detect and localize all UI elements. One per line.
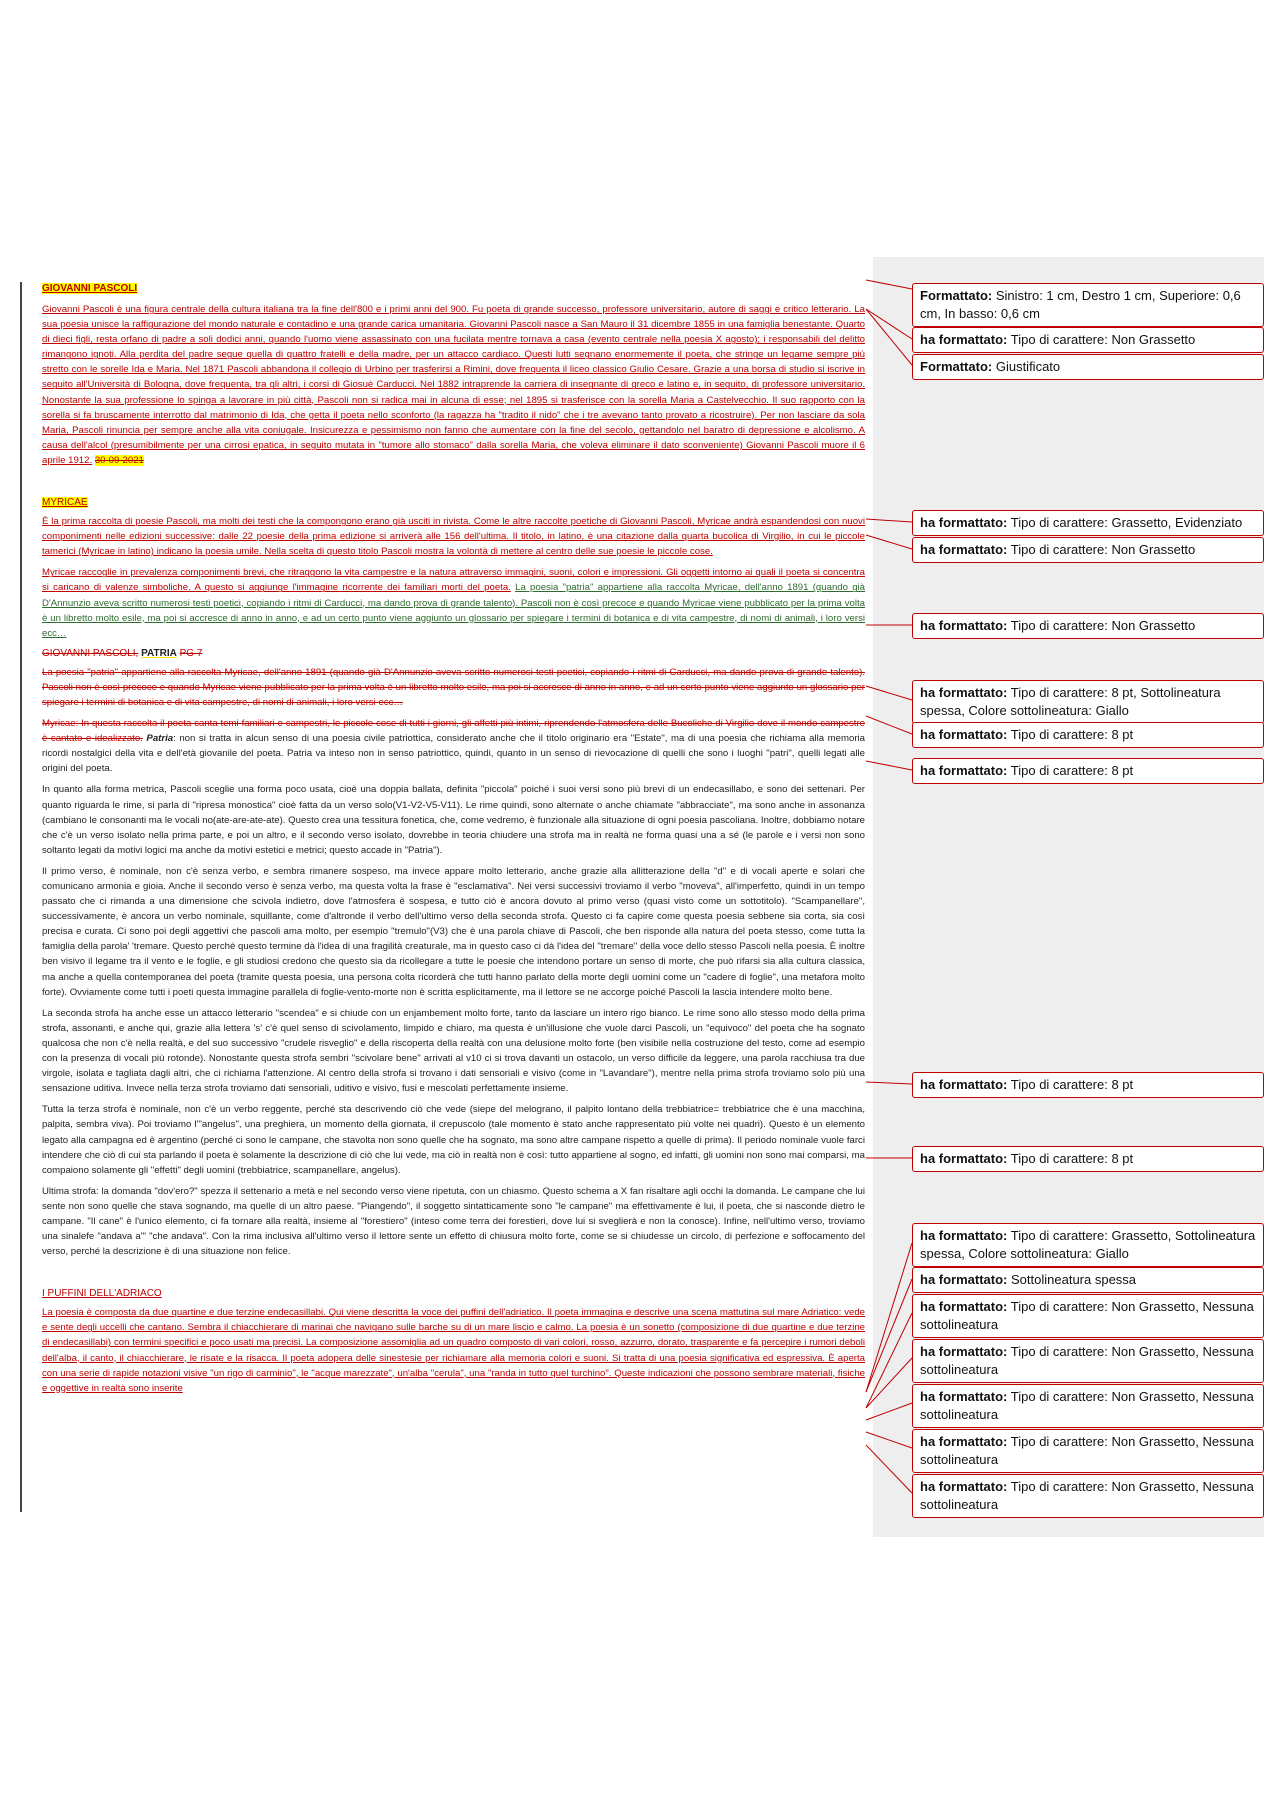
heading-myricae: MYRICAE: [42, 497, 88, 509]
format-balloon[interactable]: ha formattato: Tipo di carattere: 8 pt: [912, 1146, 1264, 1172]
bio-paragraph: Giovanni Pascoli è una figura centrale della cultura italiana tra la fine dell'800 e i primi anni del 900. Fu poeta di grande successo, professore universitario, autore di saggi e critico letterario. La sua poesia unisce la raffigurazione del mondo naturale e contadino e una grande carica umanitaria. Giovanni Pascoli nasce a San Mauro il 31 dicembre 1855 in una famiglia benestante. Quarto di dieci figli, resta orfano di padre a soli dodici anni, quando l'uomo viene assassinato con una fucilata mentre tornava a casa (evento centrale nella poesia X agosto); i responsabili del delitto rimangono ignoti. Alla perdita del padre segue quella di quattro fratelli e della madre, per un attacco cardiaco. Questi lutti segnano enormemente il poeta, che stringe un legame sempre più stretto con le sorelle Ida e Maria. Nel 1871 Pascoli abbandona il collegio di Urbino per trasferirsi a Rimini, dove frequenta il liceo classico Giulio Cesare. Grazie a una borsa di studio si iscrive in seguito all'Università di Bologna, dove frequenta, tra gli altri, i corsi di Giosuè Carducci. Nel 1882 intraprende la carriera di insegnante di greco e latino e, in seguito, di professore universitario. Nonostante la sua professione lo spinga a lavorare in più città, Pascoli non si radica mai in alcuna di esse; nel 1895 si trasferisce con la sorella Maria a Castelvecchio. Il suo rapporto con la sorella si fa bruscamente interrotto dal matrimonio di Ida, che getta il poeta nello sconforto (la ragazza ha "tradito il nido" che i tre avevano tanto provato a ricostruire). Per non lasciare da sola Maria, Pascoli rinuncia per sempre anche alla vita coniugale. Insicurezza e pessimismo non fanno che aumentare con la fine del secolo, gettandolo nel baratro di depressione e alcolismo. A causa dell'alcol (presumibilmente per una cirrosi epatica, in seguito mutata in "tumore allo stomaco" dalla sorella Maria, che voleva eliminare il dato sconveniente) Giovanni Pascoli muore il 6 aprile 1912. 30-09-2021: [42, 304, 865, 466]
format-balloon[interactable]: ha formattato: Tipo di carattere: Grassetto, Sottolineatura spessa, Colore sottolineatura: Giallo: [912, 1223, 1264, 1267]
myricae-paragraph-1: È la prima raccolta di poesie Pascoli, ma molti dei testi che la compongono erano già usciti in rivista. Come le altre raccolte poetiche di Giovanni Pascoli, Myricae andrà espandendosi con nuovi componimenti nelle edizioni successive: dalle 22 poesie della prima edizione si arriverà alle 156 dell'ultima. Il titolo, in latino, è una citazione dalla quarta bucolica di Virgilio, in cui le piccole tamerici (Myricae in latino) indicano la poesia umile. Nella scelta di questo titolo Pascoli mostra la volontà di mettere al centro delle sue poesie le piccole cose.: [42, 516, 865, 558]
patria-paragraph-1: Myricae: In questa raccolta il poeta canta temi familiari e campestri, le piccole cose di tutti i giorni, gli affetti più intimi, riprendendo l'atmosfera delle Bucoliche di Virgilio dove il mondo campestre è cantato e idealizzato. Patria: non si tratta in alcun senso di una poesia civile patriottica, considerato anche che il titolo originario era "Estate", ma di una poesia che richiama alla memoria ricordi nostalgici della vita e dell'età giovanile del poeta. Patria va inteso non in senso patriottico, quindi, quanto in un senso di rievocazione di quelli che sono i luoghi "patri", quelli legati alle origini del poeta.: [42, 718, 865, 775]
format-balloon[interactable]: ha formattato: Tipo di carattere: 8 pt: [912, 722, 1264, 748]
change-bar: [20, 282, 22, 1512]
patria-paragraph-3: Il primo verso, è nominale, non c'è senza verbo, e sembra rimanere sospeso, ma invece appare molto letterario, anche grazie alla allitterazione della "d" e di vocali aperte e solari che comunicano armonia e gioia. Anche il secondo verso è senza verbo, ma questa volta la frase è "esclamativa". Nei versi successivi troviamo il verbo "moveva", all'imperfetto, quindi in un tempo passato che ci rimanda a una dimensione che scivola indietro, dove l'atmosfera è sospesa, e tutto ciò è ancora dovuto al primo verso (quasi visto come un sottotitolo). "Scampanellare", successivamente, è ancora un verbo nominale, squillante, come d'altronde il verbo dell'ultimo verso della seconda strofa. Questo ci fa capire come questa poesia sebbene sia corta, sia così precisa e curata. Ci sono poi degli aggettivi che pascoli ama molto, per esempio "tremulo"(V3) che è una parola chiave di Pascoli, che ben risponde alla natura del poeta stesso, come tutta la famiglia della parola' 'tremare. Questo perché questo termine dà l'idea di una fragilità creaturale, ma in questo caso ci dà l'idea del "tremare" della voce dello stesso Pascoli nella poesia. È inoltre ben visivo il legame tra il vento e le foglie, e gli studiosi credono che questo sia da ricollegare a tutte le poesie che intendono portare un senso di morte, che può rifarsi sia alla cultura classica, ma anche a quella contemporanea del poeta (tramite questa poesia, una persona colta ricorderà che tutti hanno parlato della morte degli uomini come un "cadere di foglie", una metafora molto forte). Ovviamente come tutti i poeti questa immagine parallela di foglie-vento-morte non è scritta esplicitamente, ma il lettore se ne accorge poiché Pascoli la lascia intendere molto bene.: [42, 865, 865, 998]
format-balloon[interactable]: ha formattato: Tipo di carattere: 8 pt, Sottolineatura spessa, Colore sottolineatura: Giallo: [912, 680, 1264, 724]
document-body[interactable]: [42, 282, 865, 1402]
patria-paragraph-6: Ultima strofa: la domanda "dov'ero?" spezza il settenario a metà e nel secondo verso viene ripetuta, con un chiasmo. Questo schema a X fan risaltare agli occhi la domanda. Le campane che lui sente non sono quelle che stava sognando, ma quelle di un altro paese. "Piangendo", il soggetto sintatticamente sono "le campane" ma effettivamente è lui, il poeta, che si nasconde dietro le campane. "Il cane" è l'unico elemento, ci fa tornare alla realtà, insieme al "forestiero" (inteso come terra dei forestieri, dove lui si sveglierà e non la conosce). Infine, nell'ultimo verso, troviamo una sinalefe "andava a'" "che andava". Con la rima inclusiva all'ultimo verso il lettore sente un effetto di chiusura molto forte, come se si chiudesse un circolo, di perfezione e soffocamento del verso, perché la descrizione è di una situazione non felice.: [42, 1185, 865, 1258]
patria-deleted-paragraph-1: La poesia "patria" appartiene alla raccolta Myricae, dell'anno 1891 (quando già D'Annunzio aveva scritto numerosi testi poetici, copiando i ritmi di Carducci, ma dando prova di grande talento). Pascoli non è così precoce e quando Myricae viene pubblicato per la prima volta è un libretto molto esile, ma poi si accresce di anno in anno, e ad un certo punto viene aggiunto un glossario per spiegare i termini di botanica e di vita campestre, di nomi di animali, i loro versi ecc…: [42, 666, 865, 708]
format-balloon[interactable]: ha formattato: Sottolineatura spessa: [912, 1267, 1264, 1293]
format-balloon[interactable]: Formattato: Giustificato: [912, 354, 1264, 380]
heading-puffini: I PUFFINI DELL'ADRIACO: [42, 1288, 162, 1300]
myricae-paragraph-2: Myricae raccoglie in prevalenza componimenti brevi, che ritraggono la vita campestre e la natura attraverso immagini, suoni, colori e impressioni. Gli oggetti intorno ai quali il poeta si concentra si caricano di valenze simboliche. A questo si aggiunge l'immagine ricorrente dei familiari morti del poeta. La poesia "patria" appartiene alla raccolta Myricae, dell'anno 1891 (quando già D'Annunzio aveva scritto numerosi testi poetici, copiando i ritmi di Carducci, ma dando prova di grande talento). Pascoli non è così precoce e quando Myricae viene pubblicato per la prima volta è un libretto molto esile, ma poi si accresce di anno in anno, e ad un certo punto viene aggiunto un glossario per spiegare i termini di botanica e di vita campestre, di nomi di animali, i loro versi ecc…: [42, 567, 866, 639]
format-balloon[interactable]: ha formattato: Tipo di carattere: Non Grassetto: [912, 327, 1264, 353]
patria-paragraph-4: La seconda strofa ha anche esse un attacco letterario "scendea" e si chiude con un enjambement molto forte, tanto da lasciare un intero rigo bianco. Le rime sono allo stesso modo della prima strofa, assonanti, e anche qui, grazie alla lettera 's' c'è quel senso di scivolamento, limpido e chiaro, ma questa è un'illusione che vuole darci Pascoli, un "equivoco" del poeta che ha sognato qualcosa che non c'è nella realtà, e del suo successivo "crudele risveglio" e della riscoperta della realtà con una delusione molto forte (ben visibile nella costruzione del testo, come ad esempio con la presenza di vocali più rotonde). Nonostante questa strofa sembri "scivolare bene" arrivati al v10 ci si trova davanti un ostacolo, un verso difficile da leggere, una parola racchiusa tra due virgole, isolata e tagliata dagli altri, che ci richiama l'attenzione. Al centro della strofa si trovano i dati sensoriali e visivo (come in "Lavandare"), mentre nella prima strofa troviamo solo più una sensazione uditiva. Invece nella terza strofa troviamo dati sensoriali, uditivo e visivo, fusi e mescolati perfettamente insieme.: [42, 1007, 865, 1095]
format-balloon[interactable]: ha formattato: Tipo di carattere: Non Grassetto, Nessuna sottolineatura: [912, 1339, 1264, 1383]
format-balloon[interactable]: ha formattato: Tipo di carattere: Non Grassetto, Nessuna sottolineatura: [912, 1429, 1264, 1473]
patria-paragraph-2: In quanto alla forma metrica, Pascoli sceglie una forma poco usata, cioè una doppia ballata, definita "piccola" poiché i suoi versi sono più brevi di un endecasillabo, e sono dei settenari. Per quanto riguarda le rime, si parla di "ripresa monostica" cioè fatta da un verso solo(V1-V2-V5-V11). Le rime quindi, sono alternate o anche chiamate "abbracciate", ma sono anche in assonanza (cambiano le consonanti ma le vocali no(ate-are-ate-ate). Questo crea una tessitura fonetica, che, come vedremo, è funzionale alla situazione di ogni poesia pascoliana. Inoltre, dobbiamo notare che c'è un verso isolato nella prima parte, e poi un altro, e il secondo verso isolato, dovrebbe in teoria chiudere una strofa ma in realtà ne forma quasi una a sé (le parole e i versi non sono soltanto legati da motivi logici ma anche da motivi estetici e metrici; questo accade in "Patria").: [42, 784, 865, 856]
format-balloon[interactable]: ha formattato: Tipo di carattere: Non Grassetto, Nessuna sottolineatura: [912, 1384, 1264, 1428]
format-balloon[interactable]: ha formattato: Tipo di carattere: Grassetto, Evidenziato: [912, 510, 1264, 536]
format-balloon[interactable]: ha formattato: Tipo di carattere: Non Grassetto: [912, 537, 1264, 563]
heading-patria: GIOVANNI PASCOLI, PATRIA PG 7: [42, 647, 203, 659]
format-balloon[interactable]: ha formattato: Tipo di carattere: 8 pt: [912, 758, 1264, 784]
format-balloon[interactable]: ha formattato: Tipo di carattere: Non Grassetto: [912, 613, 1264, 639]
format-balloon[interactable]: Formattato: Sinistro: 1 cm, Destro 1 cm, Superiore: 0,6 cm, In basso: 0,6 cm: [912, 283, 1264, 327]
format-balloon[interactable]: ha formattato: Tipo di carattere: 8 pt: [912, 1072, 1264, 1098]
heading-giovanni-pascoli: GIOVANNI PASCOLI: [42, 283, 138, 294]
format-balloon[interactable]: ha formattato: Tipo di carattere: Non Grassetto, Nessuna sottolineatura: [912, 1474, 1264, 1518]
patria-paragraph-5: Tutta la terza strofa è nominale, non c'è un verbo reggente, perché sta descrivendo ciò che vede (siepe del melograno, il palpito lontano della trebbiatrice= trebbiatrice che è una macchina, palpita, sembra viva). Poi troviamo l'"angelus", una preghiera, un momento della giornata, il crepuscolo (tale momento è stato anche rappresentato più volte nei quadri). Questo è un elemento legato alla campagna ed è argentino (perché ci sono le campane, che stavolta non sono quelle che ha sognato, ma sono altre campane rispetto a quelle di prima). Il periodo nominale vuole farci intendere che ciò di cui sta parlando il poeta è solamente la descrizione di ciò che lui vede, ma ciò in realtà non è così: tutto appartiene al sogno, ed infatti, gli uomini non sono mai comparsi, ma compaiono solamente gli "effetti" degli uomini (trebbiatrice, scampanellare, angelus).: [42, 1104, 865, 1176]
puffini-paragraph: La poesia è composta da due quartine e due terzine endecasillabi. Qui viene descritta la voce dei puffini dell'adriatico. Il poeta immagina e descrive una scena mattutina sul mare Adriatico: vede e sente degli uccelli che cantano. Sembra il chiacchierare di marinai che navigano sulle barche su di un mare liscio e calmo. La poesia è un sonetto (composizione di due quartine e due terzine di endecasillabi) con termini specifici e poco usati ma precisi. La composizione assomiglia ad un quadro composto di vari colori, rosso, azzurro, dorato, trasparente e fa percepire i rumori deboli dell'alba, il canto, il chiacchierare, le risate e la risacca. Il poeta adopera delle sinestesie per richiamare alla memoria colori e suoni. Si tratta di una poesia significativa ed espressiva. È aperta con una serie di rapide notazioni visive "un rigo di carminio", le "acque marezzate", un'alba "cerula", una "randa in tutto quel turchino". Queste indicazioni che possono sembrare materiali, fisiche e oggettive in realtà sono inserite: [42, 1307, 865, 1394]
format-balloon[interactable]: ha formattato: Tipo di carattere: Non Grassetto, Nessuna sottolineatura: [912, 1294, 1264, 1338]
